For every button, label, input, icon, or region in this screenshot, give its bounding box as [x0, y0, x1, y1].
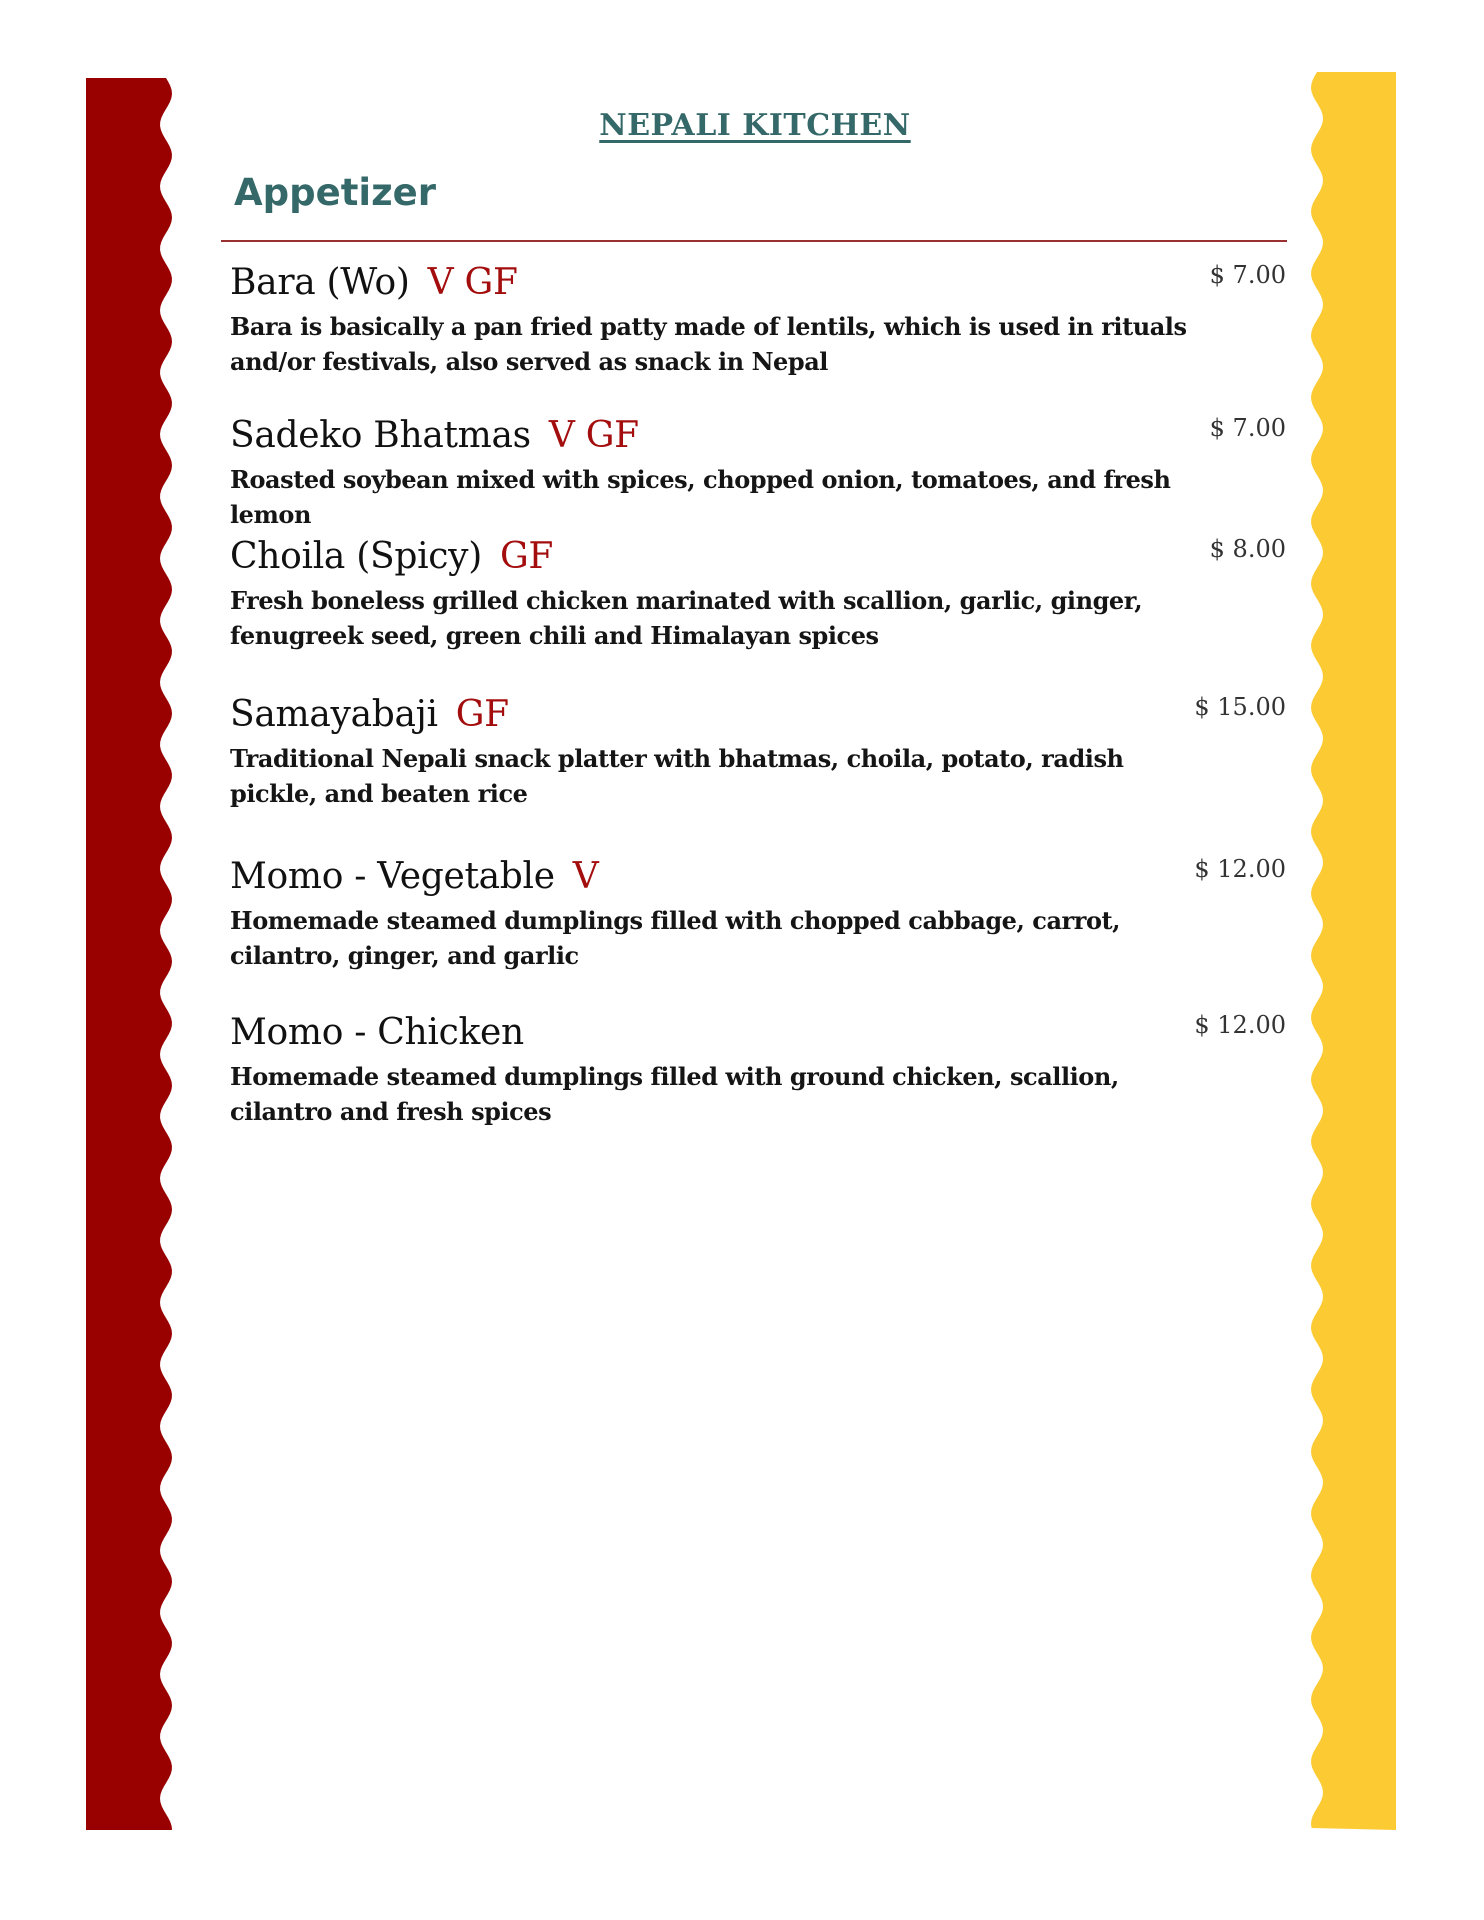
left-decorative-band	[86, 78, 176, 1830]
item-name: Momo - Vegetable	[230, 856, 555, 897]
restaurant-title: NEPALI KITCHEN	[599, 108, 911, 143]
right-decorative-band	[1306, 72, 1396, 1830]
menu-item-sadeko-bhatmas	[230, 414, 1290, 532]
item-name: Choila (Spicy)	[230, 536, 482, 577]
item-description: Traditional Nepali snack platter with bhatmas, choila, potato, radish pickle, and beaten rice	[230, 744, 1124, 808]
section-divider	[221, 240, 1287, 242]
item-description: Roasted soybean mixed with spices, chopped onion, tomatoes, and fresh lemon	[230, 465, 1171, 529]
item-price: $ 12.00	[1194, 855, 1286, 883]
item-name: Bara (Wo)	[230, 262, 410, 303]
item-description: Bara is basically a pan fried patty made of lentils, which is used in rituals and/or festivals, also served as snack in Nepal	[230, 312, 1187, 376]
item-price: $ 7.00	[1209, 414, 1286, 442]
dietary-tags: V GF	[548, 415, 639, 456]
right-wavy-border	[1306, 72, 1396, 1830]
item-name: Samayabaji	[230, 694, 438, 735]
item-name: Momo - Chicken	[230, 1012, 524, 1053]
dietary-tags: V	[572, 856, 599, 897]
menu-item-choila	[230, 535, 1290, 653]
dietary-tags: GF	[499, 536, 554, 577]
item-description: Homemade steamed dumplings filled with chopped cabbage, carrot, cilantro, ginger, and garlic	[230, 906, 1121, 970]
item-price: $ 12.00	[1194, 1011, 1286, 1039]
item-price: $ 7.00	[1209, 261, 1286, 289]
menu-item-momo-vegetable	[230, 855, 1290, 973]
dietary-tags: GF	[455, 694, 509, 735]
item-name: Sadeko Bhatmas	[230, 415, 531, 456]
menu-item-momo-chicken	[230, 1011, 1290, 1129]
item-price: $ 8.00	[1209, 535, 1286, 563]
left-wavy-border	[86, 78, 176, 1830]
section-title-appetizer: Appetizer	[234, 171, 436, 214]
menu-item-bara	[230, 261, 1290, 379]
menu-item-samayabaji	[230, 693, 1290, 811]
item-description: Homemade steamed dumplings filled with ground chicken, scallion, cilantro and fresh spices	[230, 1062, 1119, 1126]
item-price: $ 15.00	[1194, 693, 1286, 721]
item-description: Fresh boneless grilled chicken marinated with scallion, garlic, ginger, fenugreek seed, green chili and Himalayan spices	[230, 586, 1143, 650]
dietary-tags: V GF	[427, 262, 518, 303]
